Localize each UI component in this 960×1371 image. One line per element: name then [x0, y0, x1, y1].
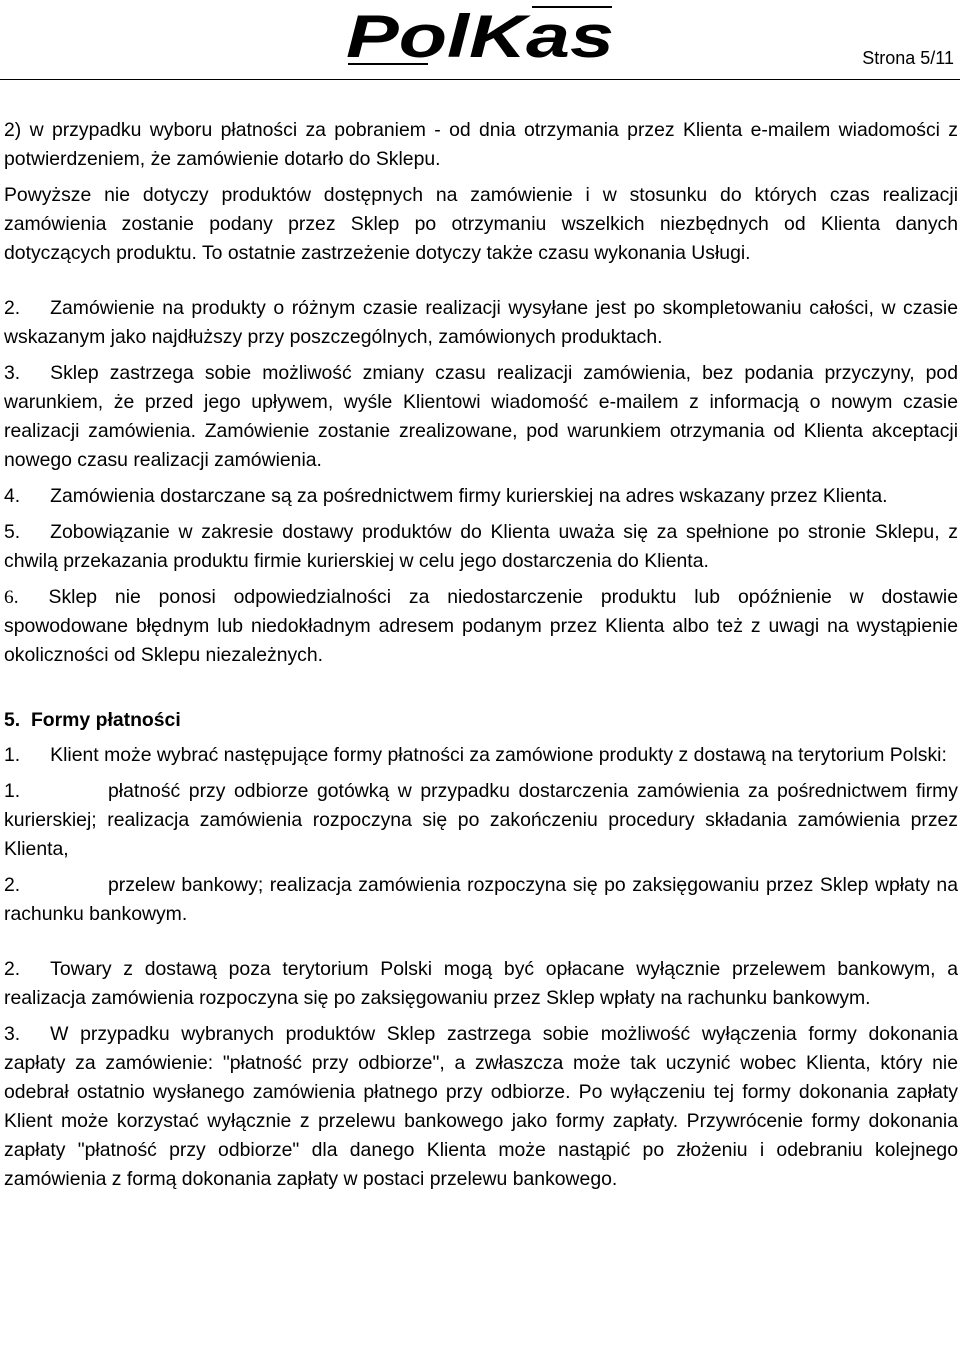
paragraph-item-5	[4, 518, 958, 576]
paragraph-item-6	[4, 583, 958, 670]
section-heading: 5. Formy płatności	[4, 709, 181, 731]
paragraph-item-3	[4, 359, 958, 475]
item-number: 2.	[4, 297, 21, 319]
item-number: 4.	[4, 485, 21, 507]
polkas-logo	[344, 4, 616, 68]
document-body	[4, 116, 958, 1201]
item-text: W przypadku wybranych produktów Sklep zastrzega sobie możliwość wyłączenia formy dokonania zapłaty za zamówienie: "płatność przy odbiorze", a zwłaszcza może tak uczynić wobec Klienta, który nie odebrał ostatnio wysłanego zamówienia płatnego przy odbiorze. Po wyłączeniu tej formy dokonania zapłaty Klient może korzystać wyłącznie z przelewu bankowego jako formy zapłaty. Przywrócenie formy dokonania zapłaty "płatność przy odbiorze" dla danego Klienta może nastąpić po złożeniu i odebraniu kolejnego zamówienia z formą dokonania zapłaty w postaci przelewu bankowego.	[4, 1023, 958, 1190]
item-text: Zobowiązanie w zakresie dostawy produktów do Klienta uważa się za spełnione po stronie Sklepu, z chwilą przekazania produktu firmie kurierskiej w celu jego dostarczenia do Klienta.	[4, 521, 958, 572]
item-text: Klient może wybrać następujące formy płatności za zamówione produkty z dostawą na terytorium Polski:	[50, 744, 947, 766]
item-number: 3.	[4, 1023, 21, 1045]
payment-item-2	[4, 955, 958, 1013]
item-number: 6.	[4, 587, 19, 608]
item-text: płatność przy odbiorze gotówką w przypadku dostarczenia zamówienia za pośrednictwem firmy kurierskiej; realizacja zamówienia rozpoczyna się po zakończeniu procedury składania zamówienia przez Klienta,	[4, 780, 958, 860]
paragraph-exception-note: Powyższe nie dotyczy produktów dostępnych na zamówienie i w stosunku do których czas realizacji zamówienia zostanie podany przez Sklep po otrzymaniu wszelkich niezbędnych od Klienta danych dotyczących produktu. To ostatnie zastrzeżenie dotyczy także czasu wykonania Usługi.	[4, 184, 958, 264]
item-text: Sklep zastrzega sobie możliwość zmiany czasu realizacji zamówienia, bez podania przyczyny, pod warunkiem, że przed jego upływem, wyśle Klientowi wiadomość e-mailem z informacją o nowym czasie realizacji zamówienia. Zamówienie zostanie zrealizowane, pod warunkiem otrzymania od Klienta akceptacji nowego czasu realizacji zamówienia.	[4, 362, 958, 471]
page-number: Strona 5/11	[862, 48, 954, 68]
svg-text:PolKas: PolKas	[346, 4, 614, 68]
payment-option-2	[4, 871, 958, 929]
payment-item-3	[4, 1020, 958, 1194]
item-number: 3.	[4, 362, 21, 384]
item-number: 1.	[4, 780, 21, 802]
item-text: Towary z dostawą poza terytorium Polski mogą być opłacane wyłącznie przelewem bankowym, a realizacja zamówienia rozpoczyna się po zaksięgowaniu przez Sklep wpłaty na rachunku bankowym.	[4, 958, 958, 1009]
payment-item-1	[4, 741, 958, 770]
paragraph-item-4	[4, 482, 958, 511]
paragraph-payment-cod: 2) w przypadku wyboru płatności za pobraniem - od dnia otrzymania przez Klienta e-mailem wiadomości z potwierdzeniem, że zamówienie dotarło do Sklepu.	[4, 119, 958, 170]
item-number: 5.	[4, 521, 21, 543]
header-divider	[0, 79, 960, 80]
item-number: 2.	[4, 958, 21, 980]
item-number: 1.	[4, 744, 21, 766]
item-text: Sklep nie ponosi odpowiedzialności za niedostarczenie produktu lub opóźnienie w dostawie spowodowane błędnym lub niedokładnym adresem podanym przez Klienta albo też z uwagi na wystąpienie okoliczności od Sklepu niezależnych.	[4, 586, 958, 666]
item-text: Zamówienia dostarczane są za pośrednictwem firmy kurierskiej na adres wskazany przez Klienta.	[50, 485, 888, 507]
item-number: 2.	[4, 874, 21, 896]
payment-option-1	[4, 777, 958, 864]
paragraph-item-2	[4, 294, 958, 352]
item-text: Zamówienie na produkty o różnym czasie realizacji wysyłane jest po skompletowaniu całości, w czasie wskazanym jako najdłuższy przy poszczególnych, zamówionych produktach.	[4, 297, 958, 348]
page-header	[0, 0, 960, 80]
item-text: przelew bankowy; realizacja zamówienia rozpoczyna się po zaksięgowaniu przez Sklep wpłaty na rachunku bankowym.	[4, 874, 958, 925]
